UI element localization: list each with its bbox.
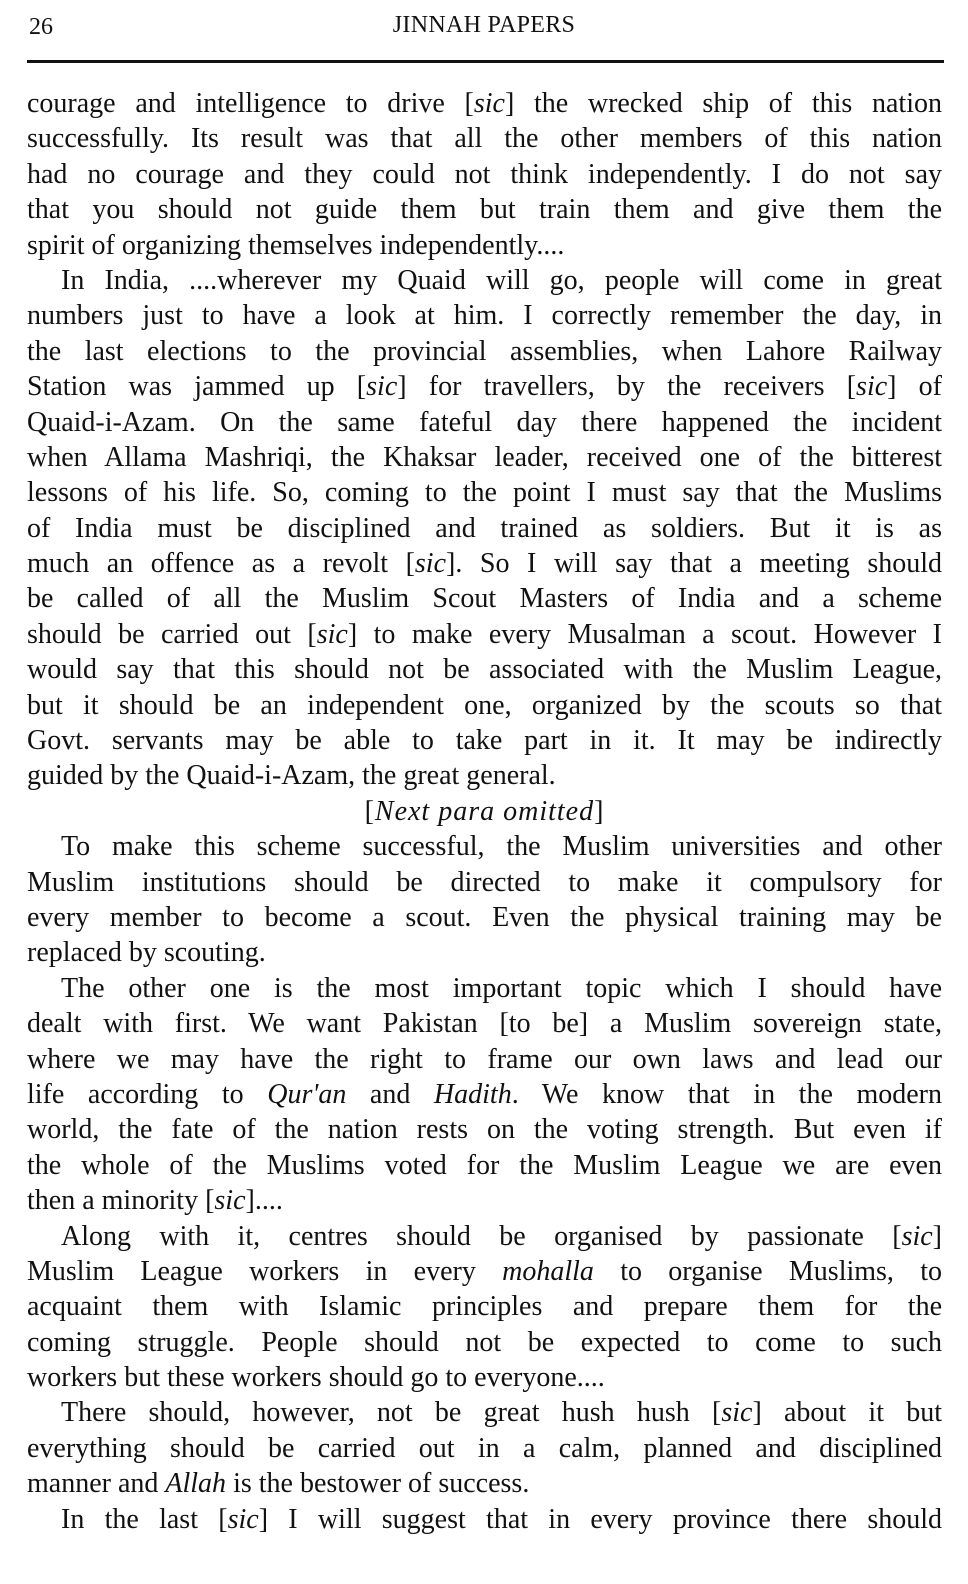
text-run: replaced by scouting. (27, 937, 266, 969)
paragraph (27, 1502, 942, 1537)
text-run: to organise Muslims, to (593, 1255, 943, 1287)
paragraph (27, 1219, 942, 1396)
text-line (27, 1466, 942, 1501)
italic-text-run: sic (227, 1503, 259, 1535)
text-run: guided by the Quaid-i-Azam, the great general. (27, 760, 556, 792)
text-run: when Allama Mashriqi, the Khaksar leader, received one of the bitterest (27, 441, 942, 473)
header-rule (27, 60, 944, 63)
text-run: of India must be disciplined and trained as soldiers. But it is as (27, 512, 942, 544)
italic-text-run: sic (366, 371, 398, 403)
text-line (27, 1077, 942, 1112)
text-line (27, 192, 942, 227)
italic-text-run: sic (901, 1220, 933, 1252)
text-run: ].... (245, 1185, 283, 1217)
text-line (27, 1219, 942, 1254)
text-run: To make this scheme successful, the Muslim universities and other (61, 831, 942, 863)
text-run: world, the fate of the nation rests on the voting strength. But even if (27, 1114, 942, 1146)
text-line (27, 1148, 942, 1183)
text-line (27, 688, 942, 723)
text-line (27, 86, 942, 121)
text-line (27, 511, 942, 546)
text-run: ] I will suggest that in every province there should (258, 1503, 942, 1535)
text-run: [ (364, 795, 375, 827)
text-run: much an offence as a revolt [ (27, 548, 415, 580)
paragraph (27, 263, 942, 794)
paragraph (27, 829, 942, 971)
text-run: life according to (27, 1078, 268, 1110)
text-line (27, 935, 942, 970)
text-run: . We know that in the modern (511, 1078, 942, 1110)
text-line (27, 1006, 942, 1041)
text-run: There should, however, not be great hush hush [ (61, 1397, 722, 1429)
text-line (27, 971, 942, 1006)
italic-text-run: sic (473, 88, 505, 119)
text-line (27, 121, 942, 156)
text-run: everything should be carried out in a calm, planned and disciplined (27, 1432, 942, 1464)
italic-text-run: Hadith (433, 1078, 512, 1110)
italic-text-run: sic (316, 618, 348, 650)
text-run: Govt. servants may be able to take part in it. It may be indirectly (27, 725, 942, 757)
text-run: The other one is the most important topic which I should have (61, 972, 942, 1004)
text-run: In India, ....wherever my Quaid will go, people will come in great (61, 264, 942, 296)
text-line (27, 1289, 942, 1324)
text-line (27, 369, 942, 404)
text-run: Station was jammed up [ (27, 371, 367, 403)
text-line (27, 405, 942, 440)
text-line (27, 1042, 942, 1077)
text-run: ] (932, 1220, 942, 1252)
text-run: the last elections to the provincial assemblies, when Lahore Railway (27, 335, 942, 367)
text-run: would say that this should not be associated with the Muslim League, (27, 654, 942, 686)
paragraph (27, 86, 942, 263)
text-line (27, 865, 942, 900)
italic-text-run: sic (214, 1185, 246, 1217)
text-line (27, 1395, 942, 1430)
page-number: 26 (29, 14, 53, 40)
text-line (27, 1183, 942, 1218)
text-line (27, 1254, 942, 1289)
text-line (27, 794, 942, 829)
text-run: courage and intelligence to drive [ (27, 88, 474, 119)
text-line (27, 475, 942, 510)
text-run: had no courage and they could not think independently. I do not say (27, 158, 942, 190)
text-line (27, 228, 942, 263)
text-run: lessons of his life. So, coming to the point I must say that the Muslims (27, 477, 942, 509)
page-body (27, 86, 942, 1537)
text-run: ] for travellers, by the receivers [ (397, 371, 857, 403)
text-run: manner and (27, 1468, 166, 1500)
text-run: but it should be an independent one, organized by the scouts so that (27, 689, 942, 721)
text-run: Quaid-i-Azam. On the same fateful day there happened the incident (27, 406, 942, 438)
text-line (27, 1502, 942, 1537)
text-run: every member to become a scout. Even the physical training may be (27, 901, 942, 933)
editorial-note (27, 794, 942, 829)
text-run: ] about it but (752, 1397, 942, 1429)
text-run: In the last [ (61, 1503, 228, 1535)
text-run: ]. So I will say that a meeting should (446, 548, 943, 580)
text-line (27, 1112, 942, 1147)
text-run: numbers just to have a look at him. I correctly remember the day, in (27, 300, 942, 332)
italic-text-run: sic (721, 1397, 753, 1429)
text-run: Muslim League workers in every (27, 1255, 503, 1287)
text-run: dealt with first. We want Pakistan [to be] a Muslim sovereign state, (27, 1008, 942, 1040)
text-run: Muslim institutions should be directed to make it compulsory for (27, 866, 942, 898)
italic-text-run: Qur'an (267, 1078, 347, 1110)
text-run: be called of all the Muslim Scout Masters of India and a scheme (27, 583, 942, 615)
italic-text-run: Next para omitted (374, 795, 595, 827)
text-line (27, 157, 942, 192)
italic-text-run: sic (414, 548, 447, 580)
text-line (27, 758, 942, 793)
text-run: ] the wrecked ship of this nation (504, 88, 942, 119)
text-run: that you should not guide them but train them and give them the (27, 194, 942, 226)
text-run: the whole of the Muslims voted for the Muslim League we are even (27, 1149, 942, 1181)
text-line (27, 900, 942, 935)
text-line (27, 581, 942, 616)
text-run: acquaint them with Islamic principles and prepare them for the (27, 1291, 942, 1323)
italic-text-run: sic (856, 371, 888, 403)
text-line (27, 546, 942, 581)
text-line (27, 652, 942, 687)
text-line (27, 334, 942, 369)
text-run: ] (594, 795, 605, 827)
text-line (27, 440, 942, 475)
text-run: where we may have the right to frame our own laws and lead our (27, 1043, 942, 1075)
text-run: and (346, 1078, 434, 1110)
text-run: workers but these workers should go to everyone.... (27, 1362, 605, 1394)
paragraph (27, 971, 942, 1219)
text-line (27, 1360, 942, 1395)
text-line (27, 298, 942, 333)
text-run: spirit of organizing themselves independently.... (27, 229, 565, 261)
text-run: coming struggle. People should not be expected to come to such (27, 1326, 942, 1358)
running-title: JINNAH PAPERS (392, 12, 576, 38)
text-run: ] of (887, 371, 942, 403)
text-line (27, 1325, 942, 1360)
text-line (27, 617, 942, 652)
text-run: ] to make every Musalman a scout. However I (347, 618, 943, 650)
text-line (27, 263, 942, 298)
text-run: is the bestower of success. (226, 1468, 530, 1500)
italic-text-run: Allah (165, 1468, 227, 1500)
text-run: successfully. Its result was that all the other members of this nation (27, 123, 942, 155)
text-line (27, 1431, 942, 1466)
text-line (27, 829, 942, 864)
text-run: then a minority [ (27, 1185, 215, 1217)
text-run: Along with it, centres should be organised by passionate [ (61, 1220, 902, 1252)
text-line (27, 723, 942, 758)
text-run: should be carried out [ (27, 618, 317, 650)
paragraph (27, 1395, 942, 1501)
italic-text-run: mohalla (502, 1255, 594, 1287)
